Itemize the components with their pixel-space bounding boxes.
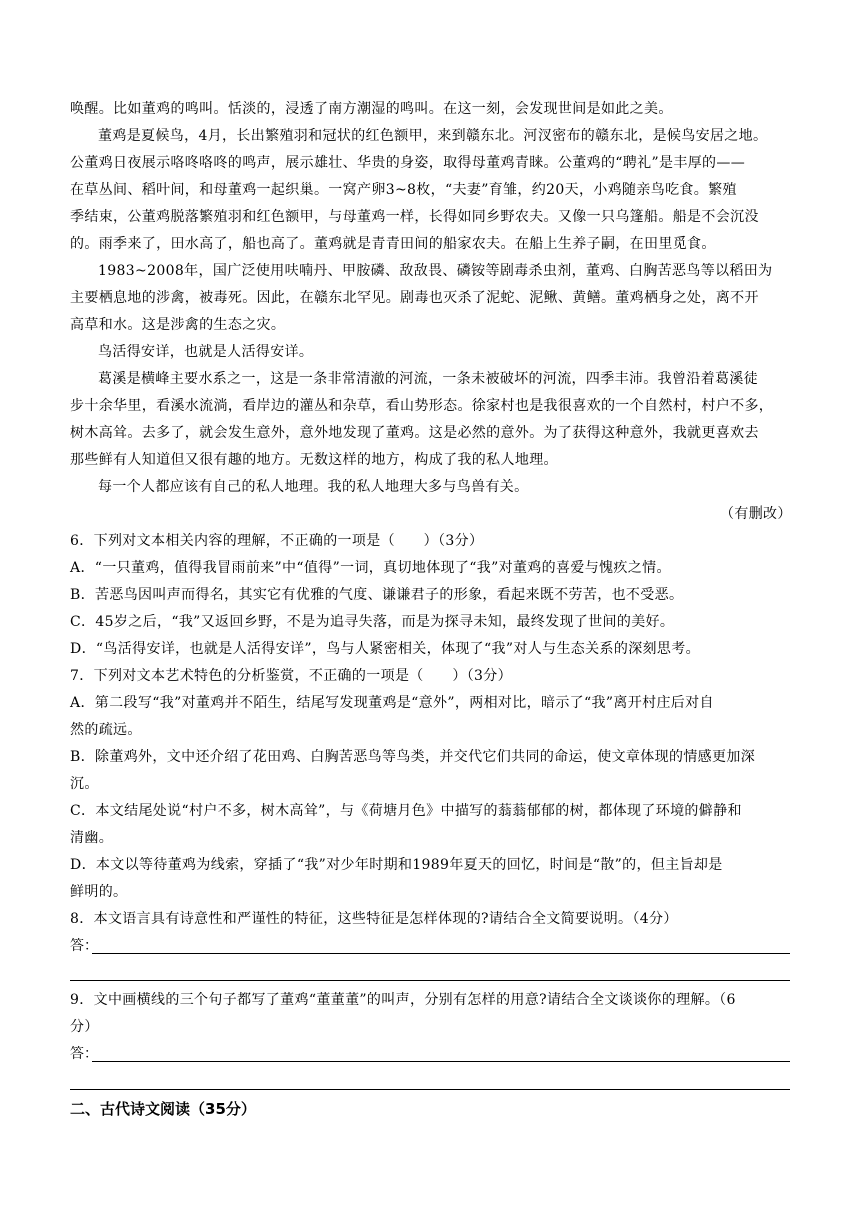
question-6-option-c: C．45岁之后，“我”又返回乡野，不是为追寻失落，而是为探寻未知，最终发现了世间的美好。 — [70, 614, 675, 630]
question-9-answer-line[interactable] — [70, 1044, 790, 1066]
question-9-answer-line-2[interactable] — [70, 1089, 790, 1090]
question-7-option-d-cont: 鲜明的。 — [70, 884, 128, 900]
question-7-option-d: D．本文以等待董鸡为线索，穿插了“我”对少年时期和1989年夏天的回忆，时间是“散”的，但主旨却是 — [70, 857, 723, 873]
passage-paragraph: 葛溪是横峰主要水系之一，这是一条非常清澈的河流，一条未被破坏的河流，四季丰沛。我曾沿着葛溪徒 — [98, 371, 759, 387]
question-7-option-c-cont: 清幽。 — [70, 830, 114, 846]
question-7-option-c: C．本文结尾处说“村户不多，树木高耸”，与《荷塘月色》中描写的蓊蓊郁郁的树，都体现了环境的僻静和 — [70, 803, 742, 819]
question-8-stem: 8．本文语言具有诗意性和严谨性的特征，这些特征是怎样体现的?请结合全文简要说明。（4分） — [70, 911, 678, 927]
question-9-stem: 9．文中画横线的三个句子都写了董鸡“董董董”的叫声，分别有怎样的用意?请结合全文谈谈你的理解。（6 — [70, 992, 736, 1008]
question-6-option-d: D．“鸟活得安详，也就是人活得安详”，鸟与人紧密相关，体现了“我”对人与生态关系的深刻思考。 — [70, 641, 700, 657]
answer-rule — [92, 1061, 790, 1062]
answer-rule — [92, 953, 790, 954]
question-6-option-a: A．“一只董鸡，值得我冒雨前来”中“值得”一词，真切地体现了“我”对董鸡的喜爱与愧疚之情。 — [70, 560, 671, 576]
passage-paragraph: 1983~2008年，国广泛使用呋喃丹、甲胺磷、敌敌畏、磷铵等剧毒杀虫剂，董鸡、白胸苦恶鸟等以稻田为 — [98, 263, 773, 279]
passage-line: 树木高耸。去多了，就会发生意外，意外地发现了董鸡。这是必然的意外。为了获得这种意外，我就更喜欢去 — [70, 425, 759, 441]
passage-line: 主要栖息地的涉禽，被毒死。因此，在赣东北罕见。剧毒也灭杀了泥蛇、泥鳅、黄鳝。董鸡栖身之处，离不开 — [70, 290, 759, 306]
passage-line: 季结束，公董鸡脱落繁殖羽和红色额甲，与母董鸡一样，长得如同乡野农夫。又像一只乌篷船。船是不会沉没 — [70, 209, 759, 225]
passage-line: 那些鲜有人知道但又很有趣的地方。无数这样的地方，构成了我的私人地理。 — [70, 452, 558, 468]
passage-paragraph: 董鸡是夏候鸟，4月，长出繁殖羽和冠状的红色额甲，来到赣东北。河汊密布的赣东北，是候鸟安居之地。 — [98, 128, 768, 144]
passage-line: 步十余华里，看溪水流淌，看岸边的灌丛和杂草，看山势形态。徐家村也是我很喜欢的一个自然村，村户不多， — [70, 398, 774, 414]
question-8-answer-line-2[interactable] — [70, 980, 790, 981]
answer-label: 答： — [70, 1046, 98, 1062]
passage-paragraph: 鸟活得安详，也就是人活得安详。 — [98, 344, 314, 360]
section-heading: 二、古代诗文阅读（35分） — [70, 1100, 256, 1118]
question-7-option-b: B．除董鸡外，文中还介绍了花田鸡、白胸苦恶鸟等鸟类，并交代它们共同的命运，使文章体现的情感更加深 — [70, 749, 756, 765]
question-9-stem-cont: 分） — [70, 1019, 99, 1035]
question-6-option-b: B．苦恶鸟因叫声而得名，其实它有优雅的气度、谦谦君子的形象，看起来既不劳苦，也不受恶。 — [70, 587, 684, 603]
question-8-answer-line[interactable] — [70, 936, 790, 958]
question-7-option-a-cont: 然的疏远。 — [70, 722, 142, 738]
passage-line: 的。雨季来了，田水高了，船也高了。董鸡就是青青田间的船家农夫。在船上生养子嗣，在田里觅食。 — [70, 236, 716, 252]
passage-paragraph: 每一个人都应该有自己的私人地理。我的私人地理大多与鸟兽有关。 — [98, 479, 529, 495]
passage-line: 在草丛间、稻叶间，和母董鸡一起织巢。一窝产卵3~8枚，“夫妻”育雏，约20天，小鸡随亲鸟吃食。繁殖 — [70, 182, 737, 198]
passage-line: 高草和水。这是涉禽的生态之灾。 — [70, 317, 286, 333]
passage-paragraph: 唤醒。比如董鸡的鸣叫。恬淡的，浸透了南方潮湿的鸣叫。在这一刻，会发现世间是如此之美。 — [70, 101, 673, 117]
passage-line: 公董鸡日夜展示咯咚咯咚的鸣声，展示雄壮、华贵的身姿，取得母董鸡青睐。公董鸡的“聘礼”是丰厚的—— — [70, 155, 746, 171]
question-7-stem: 7．下列对文本艺术特色的分析鉴赏，不正确的一项是（ ）（3分） — [70, 668, 513, 684]
source-note: （有删改） — [720, 506, 792, 522]
question-7-option-a: A．第二段写“我”对董鸡并不陌生，结尾写发现董鸡是“意外”，两相对比，暗示了“我”离开村庄后对自 — [70, 695, 714, 711]
answer-label: 答： — [70, 938, 98, 954]
question-7-option-b-cont: 沉。 — [70, 776, 99, 792]
question-6-stem: 6．下列对文本相关内容的理解，不正确的一项是（ ）（3分） — [70, 533, 484, 549]
